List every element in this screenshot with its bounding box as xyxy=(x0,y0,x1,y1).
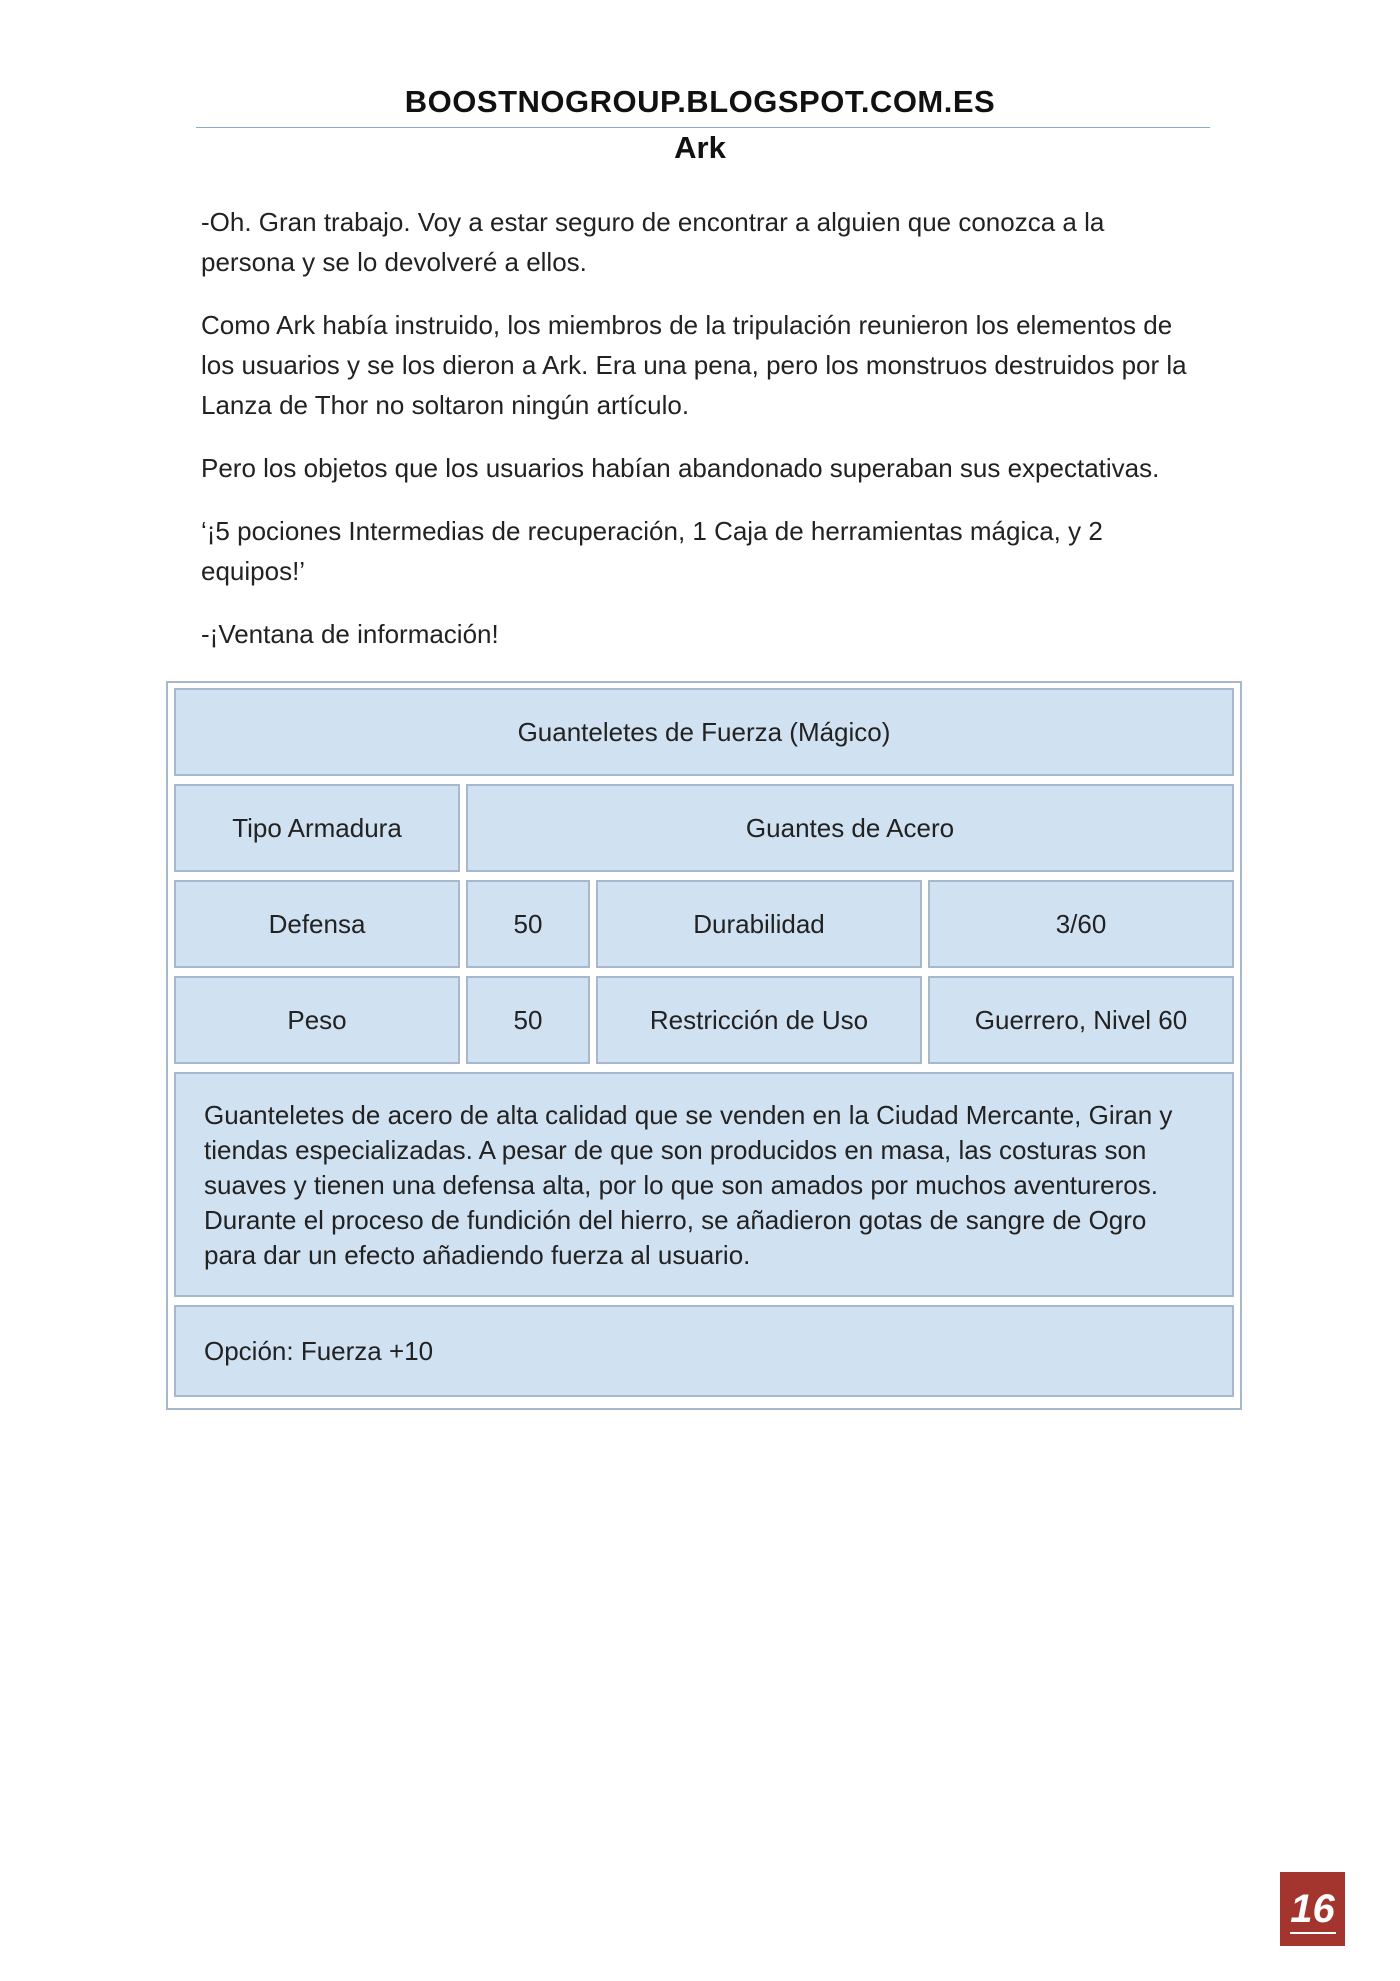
page-number-underline xyxy=(1290,1932,1336,1934)
weight-label: Peso xyxy=(174,976,460,1064)
item-option: Opción: Fuerza +10 xyxy=(174,1305,1234,1397)
paragraph: ‘¡5 pociones Intermedias de recuperación, 1 Caja de herramientas mágica, y 2 equipos!’ xyxy=(201,516,1103,586)
item-info-window xyxy=(166,681,1242,1410)
armor-type-label: Tipo Armadura xyxy=(174,784,460,872)
paragraph: -Oh. Gran trabajo. Voy a estar seguro de encontrar a alguien que conozca a la persona y se lo devolveré a ellos. xyxy=(201,207,1105,277)
site-header: BOOSTNOGROUP.BLOGSPOT.COM.ES xyxy=(404,84,996,119)
restriction-label: Restricción de Uso xyxy=(596,976,922,1064)
paragraph: Pero los objetos que los usuarios habían abandonado superaban sus expectativas. xyxy=(201,453,1160,483)
page-number-badge: 16 xyxy=(1280,1872,1345,1946)
defense-value: 50 xyxy=(466,880,590,968)
header-divider xyxy=(196,127,1210,128)
durability-label: Durabilidad xyxy=(596,880,922,968)
restriction-value: Guerrero, Nivel 60 xyxy=(928,976,1234,1064)
weight-value: 50 xyxy=(466,976,590,1064)
paragraph: Como Ark había instruido, los miembros de la tripulación reunieron los elementos de los usuarios y se los dieron a Ark. Era una pena, pero los monstruos destruidos por la Lanza de Thor no soltaron ningún artículo. xyxy=(201,310,1187,420)
item-description: Guanteletes de acero de alta calidad que se venden en la Ciudad Mercante, Giran y tiendas especializadas. A pesar de que son producidos en masa, las costuras son suaves y tienen una defensa alta, por lo que son amados por muchos aventureros. Durante el proceso de fundición del hierro, se añadieron gotas de sangre de Ogro para dar un efecto añadiendo fuerza al usuario. xyxy=(174,1072,1234,1297)
body-text xyxy=(201,202,1201,677)
item-name-cell: Guanteletes de Fuerza (Mágico) xyxy=(174,688,1234,776)
defense-label: Defensa xyxy=(174,880,460,968)
armor-type-value: Guantes de Acero xyxy=(466,784,1234,872)
paragraph: -¡Ventana de información! xyxy=(201,619,499,649)
durability-value: 3/60 xyxy=(928,880,1234,968)
chapter-title: Ark xyxy=(674,130,726,165)
